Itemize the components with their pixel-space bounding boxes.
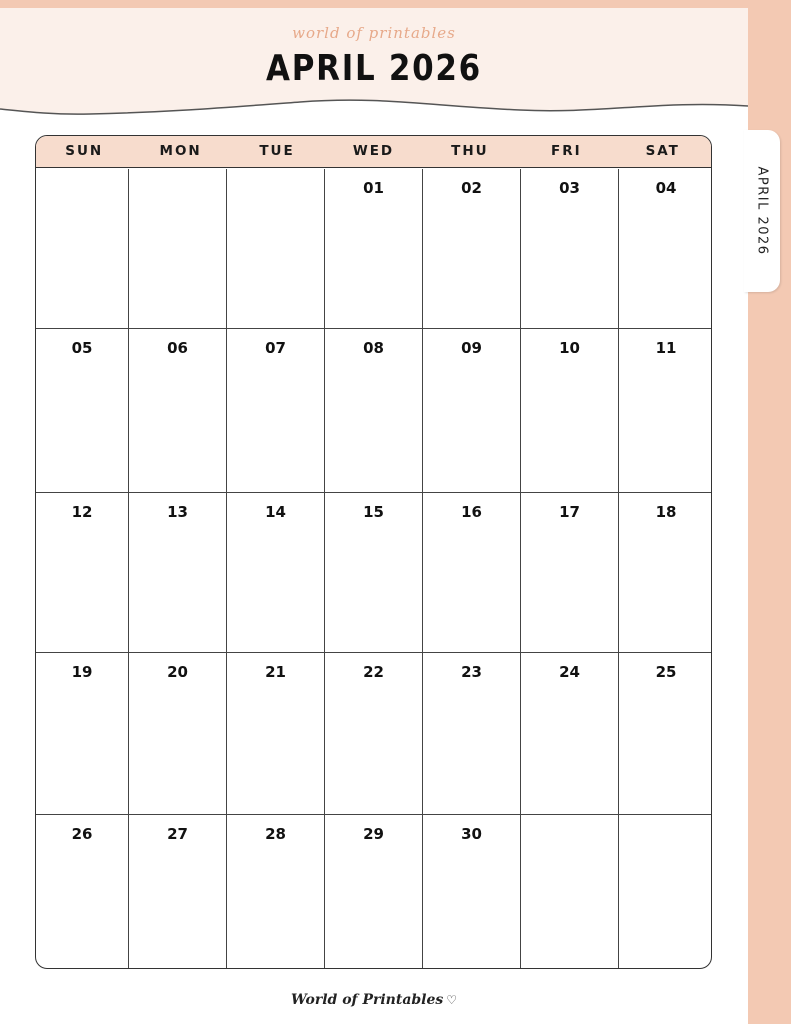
day-cell[interactable] xyxy=(36,653,129,815)
weekday-header-row xyxy=(36,136,711,168)
planner-page xyxy=(0,8,748,1024)
day-number: 08 xyxy=(363,339,384,357)
page-title: APRIL 2026 xyxy=(266,48,482,89)
day-grid xyxy=(36,169,711,968)
day-number: 13 xyxy=(167,503,188,521)
month-tab-label: APRIL 2026 xyxy=(754,166,770,256)
day-cell[interactable] xyxy=(325,815,423,969)
day-number: 26 xyxy=(71,825,93,843)
day-cell[interactable] xyxy=(325,653,423,815)
day-cell[interactable] xyxy=(325,169,423,329)
day-cell[interactable] xyxy=(521,815,619,969)
day-cell[interactable] xyxy=(227,815,325,969)
day-number: 25 xyxy=(655,663,677,681)
day-number: 07 xyxy=(265,339,286,357)
day-cell[interactable] xyxy=(129,653,227,815)
day-number: 18 xyxy=(655,503,677,521)
day-number: 28 xyxy=(265,825,286,843)
day-cell[interactable] xyxy=(325,329,423,493)
day-cell[interactable] xyxy=(129,169,227,329)
day-cell[interactable] xyxy=(227,493,325,653)
day-cell[interactable] xyxy=(129,493,227,653)
day-cell[interactable] xyxy=(227,329,325,493)
day-number: 10 xyxy=(559,339,580,357)
day-cell[interactable] xyxy=(36,169,129,329)
day-cell[interactable] xyxy=(423,169,521,329)
day-number: 27 xyxy=(167,825,188,843)
weekday-sat: SAT xyxy=(645,143,680,159)
day-cell[interactable] xyxy=(619,493,712,653)
day-cell[interactable] xyxy=(36,493,129,653)
calendar-grid xyxy=(35,135,712,969)
weekday-thu: THU xyxy=(451,143,489,159)
brand-script: world of printables xyxy=(292,24,456,42)
day-cell[interactable] xyxy=(36,815,129,969)
day-cell[interactable] xyxy=(619,329,712,493)
day-number: 23 xyxy=(461,663,482,681)
day-cell[interactable] xyxy=(619,169,712,329)
day-number: 04 xyxy=(655,179,677,197)
day-cell[interactable] xyxy=(521,169,619,329)
day-number: 17 xyxy=(559,503,580,521)
day-cell[interactable] xyxy=(227,653,325,815)
day-number: 15 xyxy=(363,503,384,521)
day-number: 06 xyxy=(167,339,188,357)
day-number: 09 xyxy=(461,339,482,357)
day-number: 16 xyxy=(461,503,482,521)
day-cell[interactable] xyxy=(521,653,619,815)
day-number: 03 xyxy=(559,179,580,197)
weekday-tue: TUE xyxy=(259,143,295,159)
day-cell[interactable] xyxy=(325,493,423,653)
day-number: 21 xyxy=(265,663,286,681)
weekday-wed: WED xyxy=(352,143,395,159)
footer-brand xyxy=(0,992,748,1008)
weekday-sun: SUN xyxy=(65,143,104,159)
day-cell[interactable] xyxy=(423,493,521,653)
day-cell[interactable] xyxy=(423,815,521,969)
day-cell[interactable] xyxy=(423,329,521,493)
day-cell[interactable] xyxy=(227,169,325,329)
day-number: 30 xyxy=(461,825,482,843)
heart-icon: ♡ xyxy=(446,993,458,1007)
weekday-fri: FRI xyxy=(551,143,582,159)
day-cell[interactable] xyxy=(521,329,619,493)
day-cell[interactable] xyxy=(423,653,521,815)
day-number: 24 xyxy=(559,663,580,681)
day-number: 12 xyxy=(71,503,93,521)
footer-brand-text: World of Printables xyxy=(290,992,444,1008)
day-number: 02 xyxy=(461,179,482,197)
day-number: 20 xyxy=(167,663,188,681)
month-tab[interactable] xyxy=(744,130,780,292)
day-number: 14 xyxy=(265,503,286,521)
day-cell[interactable] xyxy=(619,653,712,815)
day-number: 19 xyxy=(71,663,93,681)
day-cell[interactable] xyxy=(619,815,712,969)
header-band xyxy=(0,8,748,123)
day-number: 29 xyxy=(363,825,384,843)
day-number: 11 xyxy=(655,339,677,357)
day-number: 05 xyxy=(71,339,93,357)
day-cell[interactable] xyxy=(521,493,619,653)
day-number: 01 xyxy=(363,179,384,197)
day-cell[interactable] xyxy=(36,329,129,493)
weekday-mon: MON xyxy=(159,143,202,159)
day-number: 22 xyxy=(363,663,384,681)
day-cell[interactable] xyxy=(129,329,227,493)
day-cell[interactable] xyxy=(129,815,227,969)
